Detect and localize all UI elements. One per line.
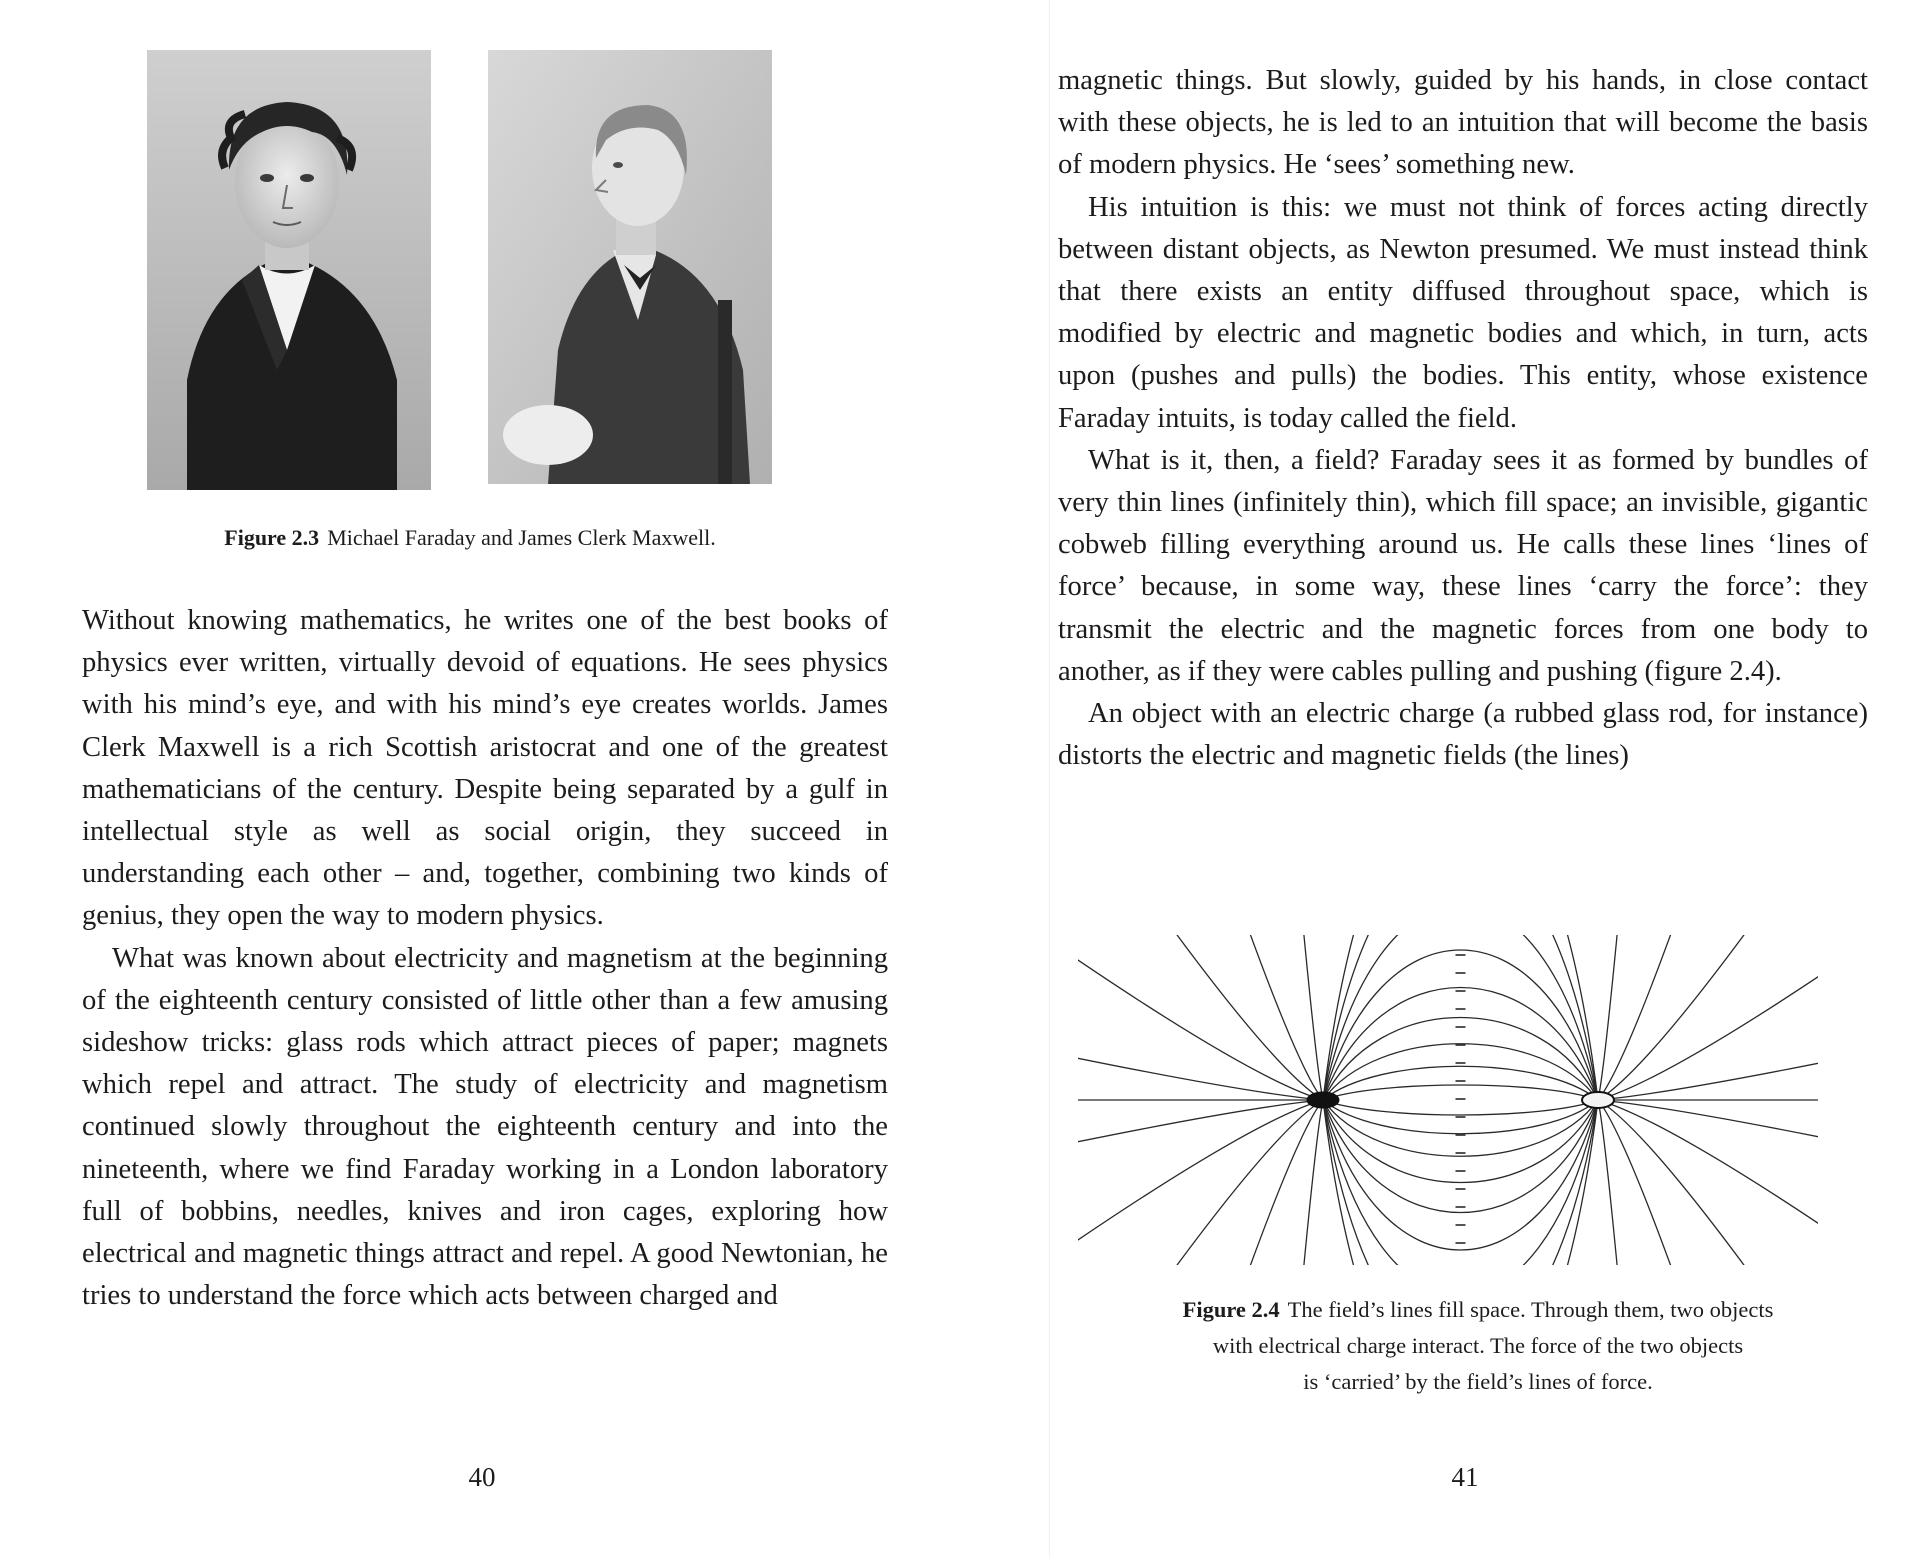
figure-label: Figure 2.4 — [1182, 1297, 1280, 1322]
left-page-body — [82, 600, 888, 1317]
paragraph: What is it, then, a field? Faraday sees it as formed by bundles of very thin lines (infinitely thin), which fill space; an invisible, gigantic cobweb filling everything around us. He calls these lines ‘lines of force’ because, in some way, these lines ‘carry the force’: they transmit the electric and the magnetic forces from one body to another, as if they were cables pulling and pushing (figure 2.4). — [1058, 444, 1868, 687]
paragraph: magnetic things. But slowly, guided by his hands, in close contact with these objects, he is led to an intuition that will become the basis of modern physics. He ‘sees’ something new. — [1058, 65, 1868, 181]
paragraph: An object with an electric charge (a rubbed glass rod, for instance) distorts the electric and magnetic fields (the lines) — [1058, 698, 1868, 772]
field-lines-diagram — [1078, 935, 1818, 1265]
field-line — [1323, 1100, 1598, 1115]
figure-caption — [1078, 1292, 1878, 1400]
field-line — [1598, 1100, 1791, 1265]
field-line — [1078, 1100, 1323, 1152]
field-line — [1323, 1018, 1598, 1101]
portrait-james-clerk-maxwell — [488, 50, 772, 484]
figure-caption-line: The field’s lines fill space. Through them, two objects — [1287, 1297, 1774, 1322]
right-page-body — [1058, 60, 1868, 777]
field-line — [1130, 1100, 1323, 1265]
field-line — [1598, 950, 1818, 1100]
field-lines-figure — [1078, 935, 1818, 1265]
negative-charge — [1307, 1092, 1339, 1108]
figure-caption — [140, 520, 800, 556]
field-line — [1078, 1048, 1323, 1100]
figure-caption-text: Michael Faraday and James Clerk Maxwell. — [327, 525, 716, 550]
positive-charge — [1582, 1092, 1614, 1108]
field-line — [1323, 1100, 1598, 1183]
field-line — [1323, 1085, 1598, 1100]
field-line — [1323, 1100, 1598, 1250]
field-line — [1598, 1048, 1818, 1100]
field-line — [1078, 950, 1323, 1100]
field-line — [1598, 935, 1791, 1100]
figure-caption-line: with electrical charge interact. The force of the two objects — [1212, 1333, 1744, 1358]
portrait-michael-faraday — [147, 50, 431, 490]
page-number: 41 — [1451, 1462, 1479, 1492]
field-line — [1323, 1066, 1598, 1100]
field-line — [1323, 1100, 1598, 1156]
paragraph: Without knowing mathematics, he writes one of the best books of physics ever written, virtually devoid of equations. He sees physics with his mind’s eye, and with his mind’s eye creates worlds. James Clerk Maxwell is a rich Scottish aristocrat and one of the greatest mathematicians of the century. Despite being separated by a gulf in intellectual style as well as social origin, they succeed in understanding each other – and, together, combining two kinds of genius, they open the way to modern physics. — [82, 605, 888, 932]
paragraph: His intuition is this: we must not think of forces acting directly between distant objects, as Newton presumed. We must instead think that there exists an entity diffused throughout space, which is modified by electric and magnetic bodies and which, in turn, acts upon (pushes and pulls) the bodies. This entity, whose existence Faraday intuits, is today called the field. — [1058, 191, 1868, 434]
field-line — [1598, 1100, 1818, 1152]
field-line — [1323, 1044, 1598, 1100]
paragraph: What was known about electricity and magnetism at the beginning of the eighteenth century consisted of little other than a few amusing sideshow tricks: glass rods which attract pieces of paper; magnets which repel and attract. The study of electricity and magnetism continued slowly throughout the eighteenth century and into the nineteenth, where we find Faraday working in a London laboratory full of bobbins, needles, knives and iron cages, exploring how electrical and magnetic things attract and repel. A good Newtonian, he tries to understand the force which acts between charged and — [82, 942, 888, 1312]
faraday-engraving — [147, 50, 431, 490]
figure-caption-line: is ‘carried’ by the field’s lines of force. — [1303, 1369, 1653, 1394]
field-line — [1130, 935, 1323, 1100]
page-number: 40 — [468, 1462, 496, 1492]
field-line — [1598, 1100, 1818, 1250]
figure-label: Figure 2.3 — [224, 525, 320, 550]
field-line — [1078, 1100, 1323, 1250]
left-page — [0, 0, 958, 1557]
maxwell-photograph — [488, 50, 772, 484]
